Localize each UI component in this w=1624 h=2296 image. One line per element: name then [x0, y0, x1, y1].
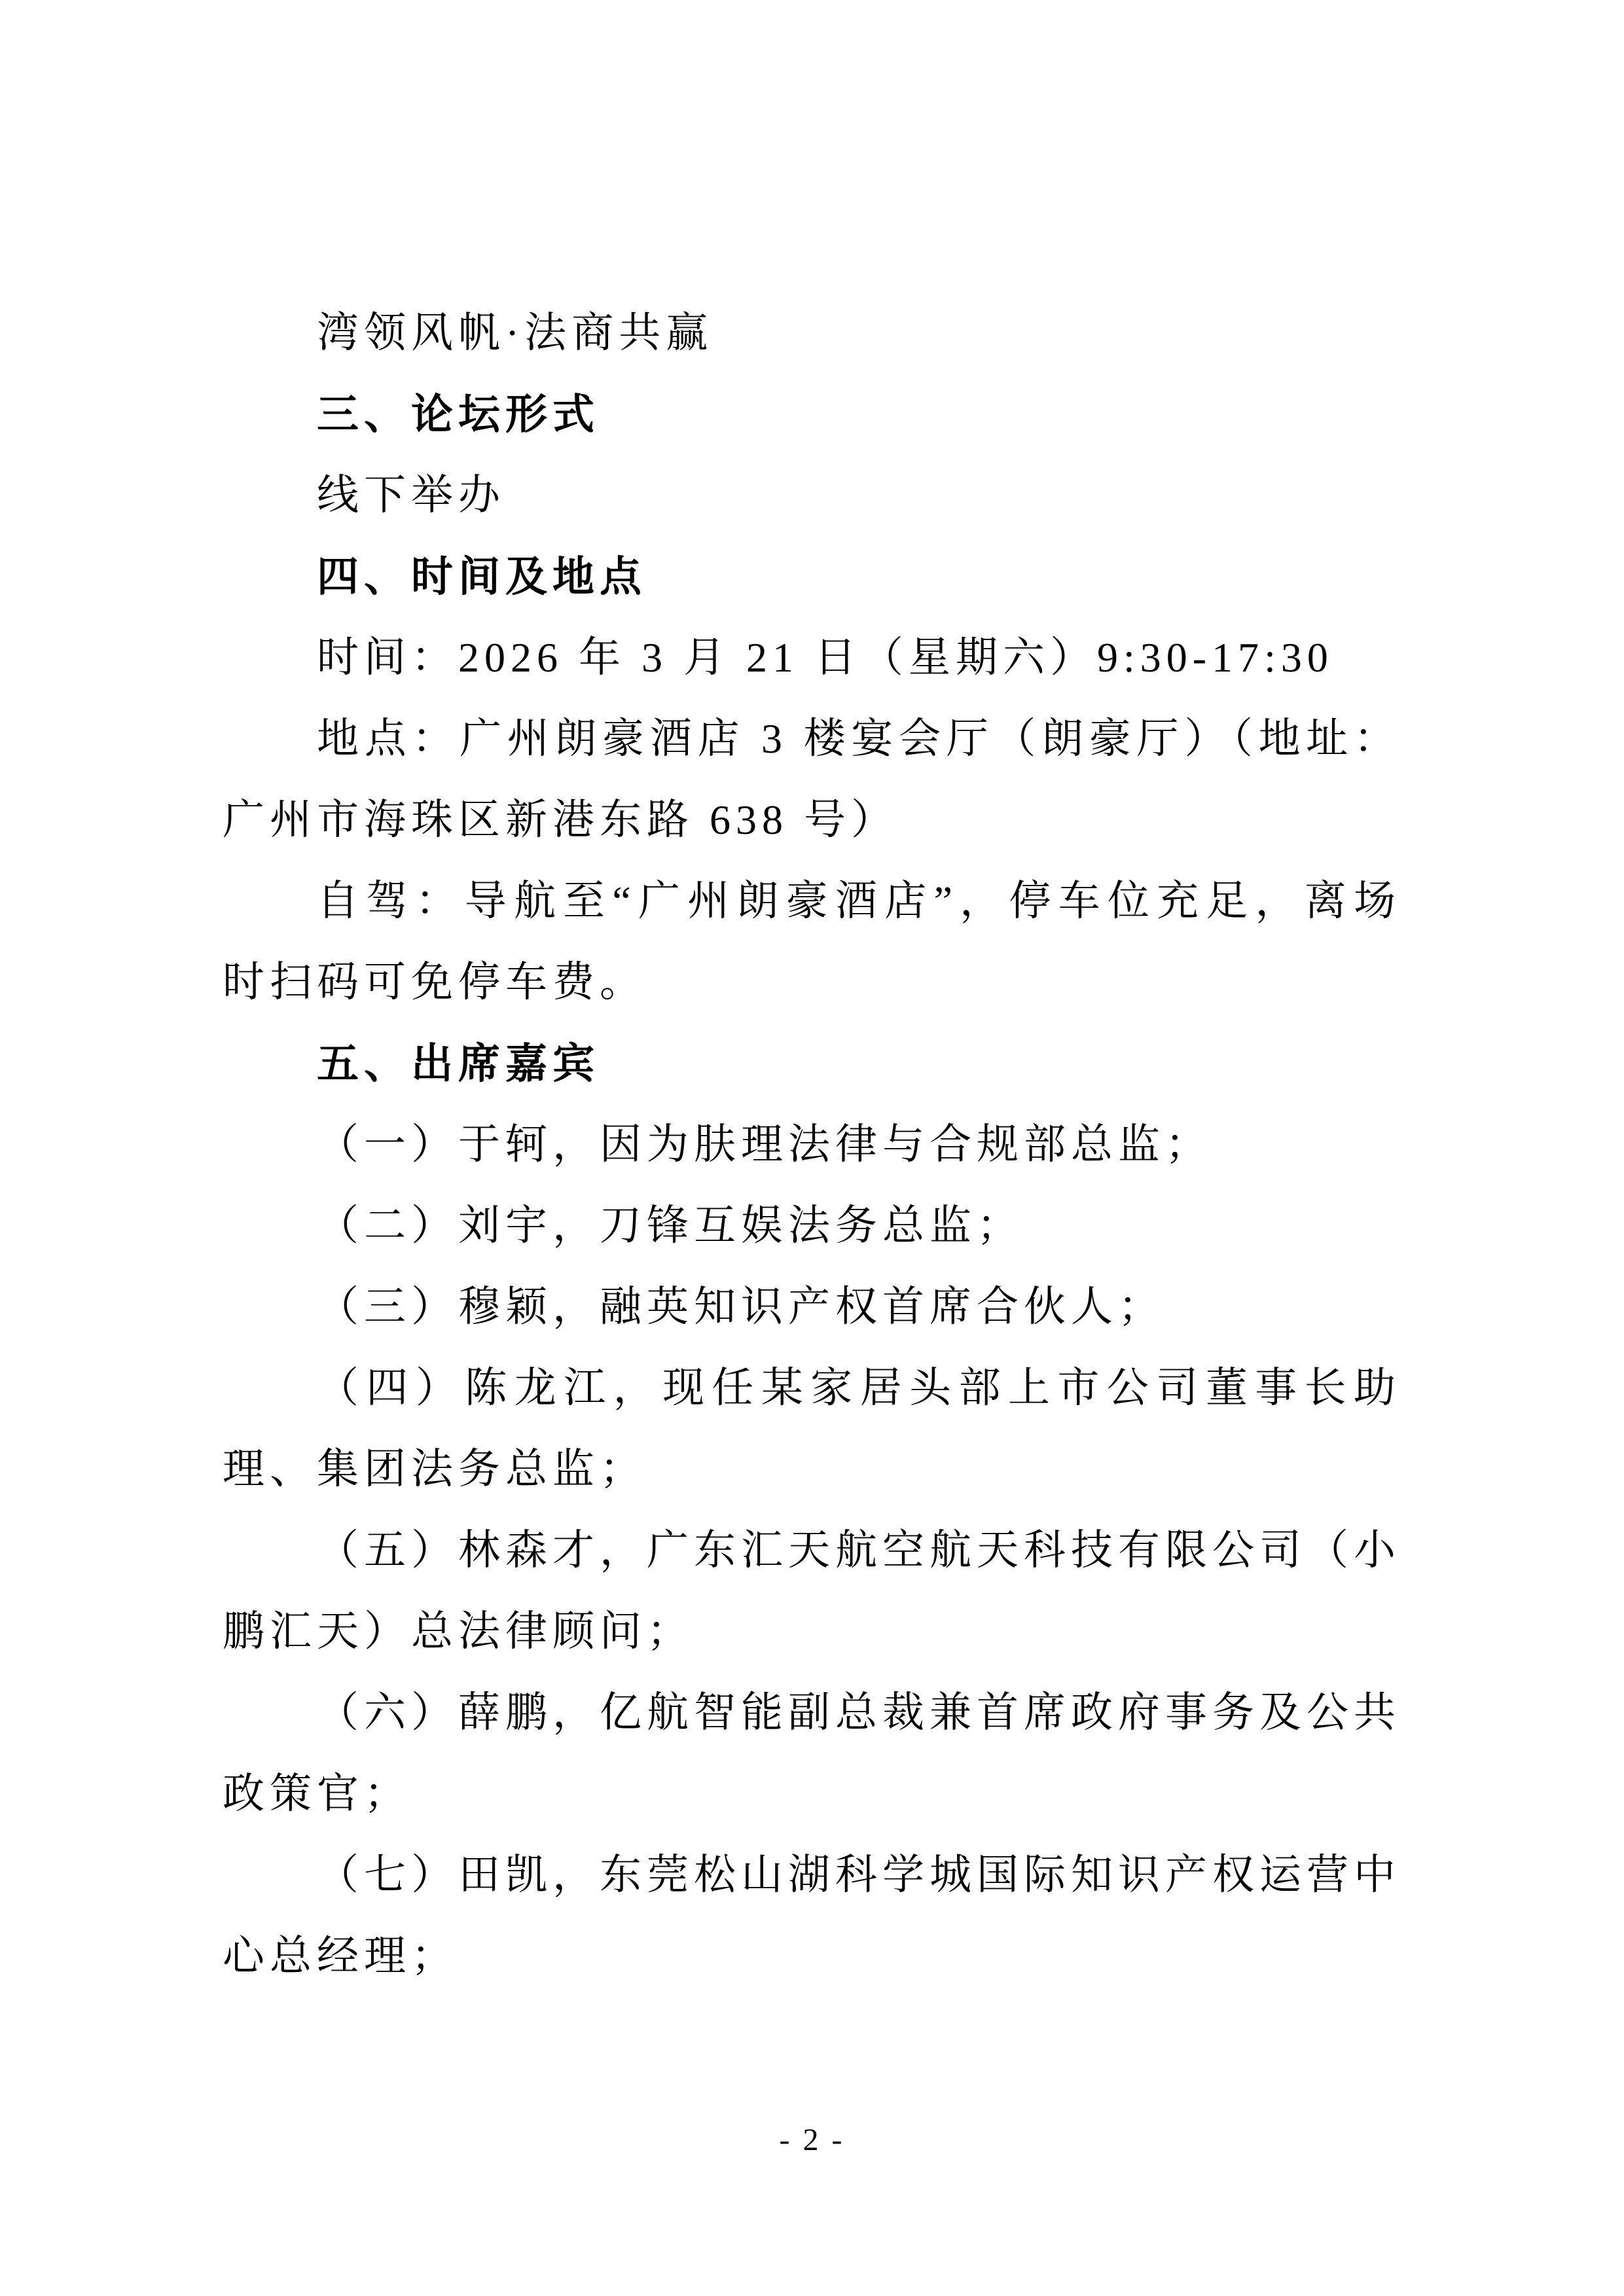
guest-item-5: （五）林森才，广东汇天航空航天科技有限公司（小鹏汇天）总法律顾问；	[223, 1527, 1401, 1655]
paragraph-forum-format: 线下举办	[317, 472, 505, 518]
section-heading-guests: 五、出席嘉宾	[317, 1040, 600, 1087]
guest-item-3: （三）穆颖，融英知识产权首席合伙人；	[317, 1283, 1165, 1330]
guest-item-2: （二）刘宇，刀锋互娱法务总监；	[317, 1202, 1024, 1249]
guest-item-4: （四）陈龙江，现任某家居头部上市公司董事长助理、集团法务总监；	[223, 1365, 1401, 1492]
paragraph-driving-directions: 自驾：导航至“广州朗豪酒店”，停车位充足，离场时扫码可免停车费。	[223, 878, 1401, 1005]
page-number: - 2 -	[779, 2123, 845, 2157]
section-heading-forum-format: 三、论坛形式	[317, 391, 600, 438]
paragraph-time: 时间：2026 年 3 月 21 日（星期六）9:30-17:30	[317, 634, 1333, 681]
section-heading-time-location: 四、时间及地点	[317, 553, 647, 600]
guest-item-7: （七）田凯，东莞松山湖科学城国际知识产权运营中心总经理；	[223, 1852, 1401, 1979]
paragraph-location: 地点：广州朗豪酒店 3 楼宴会厅（朗豪厅）（地址：广州市海珠区新港东路 638 号）	[223, 715, 1401, 843]
theme-line: 湾领风帆·法商共赢	[317, 310, 713, 356]
document-body	[223, 293, 1401, 1997]
guest-item-6: （六）薛鹏，亿航智能副总裁兼首席政府事务及公共政策官；	[223, 1689, 1401, 1817]
guest-item-1: （一）于轲，因为肤理法律与合规部总监；	[317, 1121, 1212, 1168]
